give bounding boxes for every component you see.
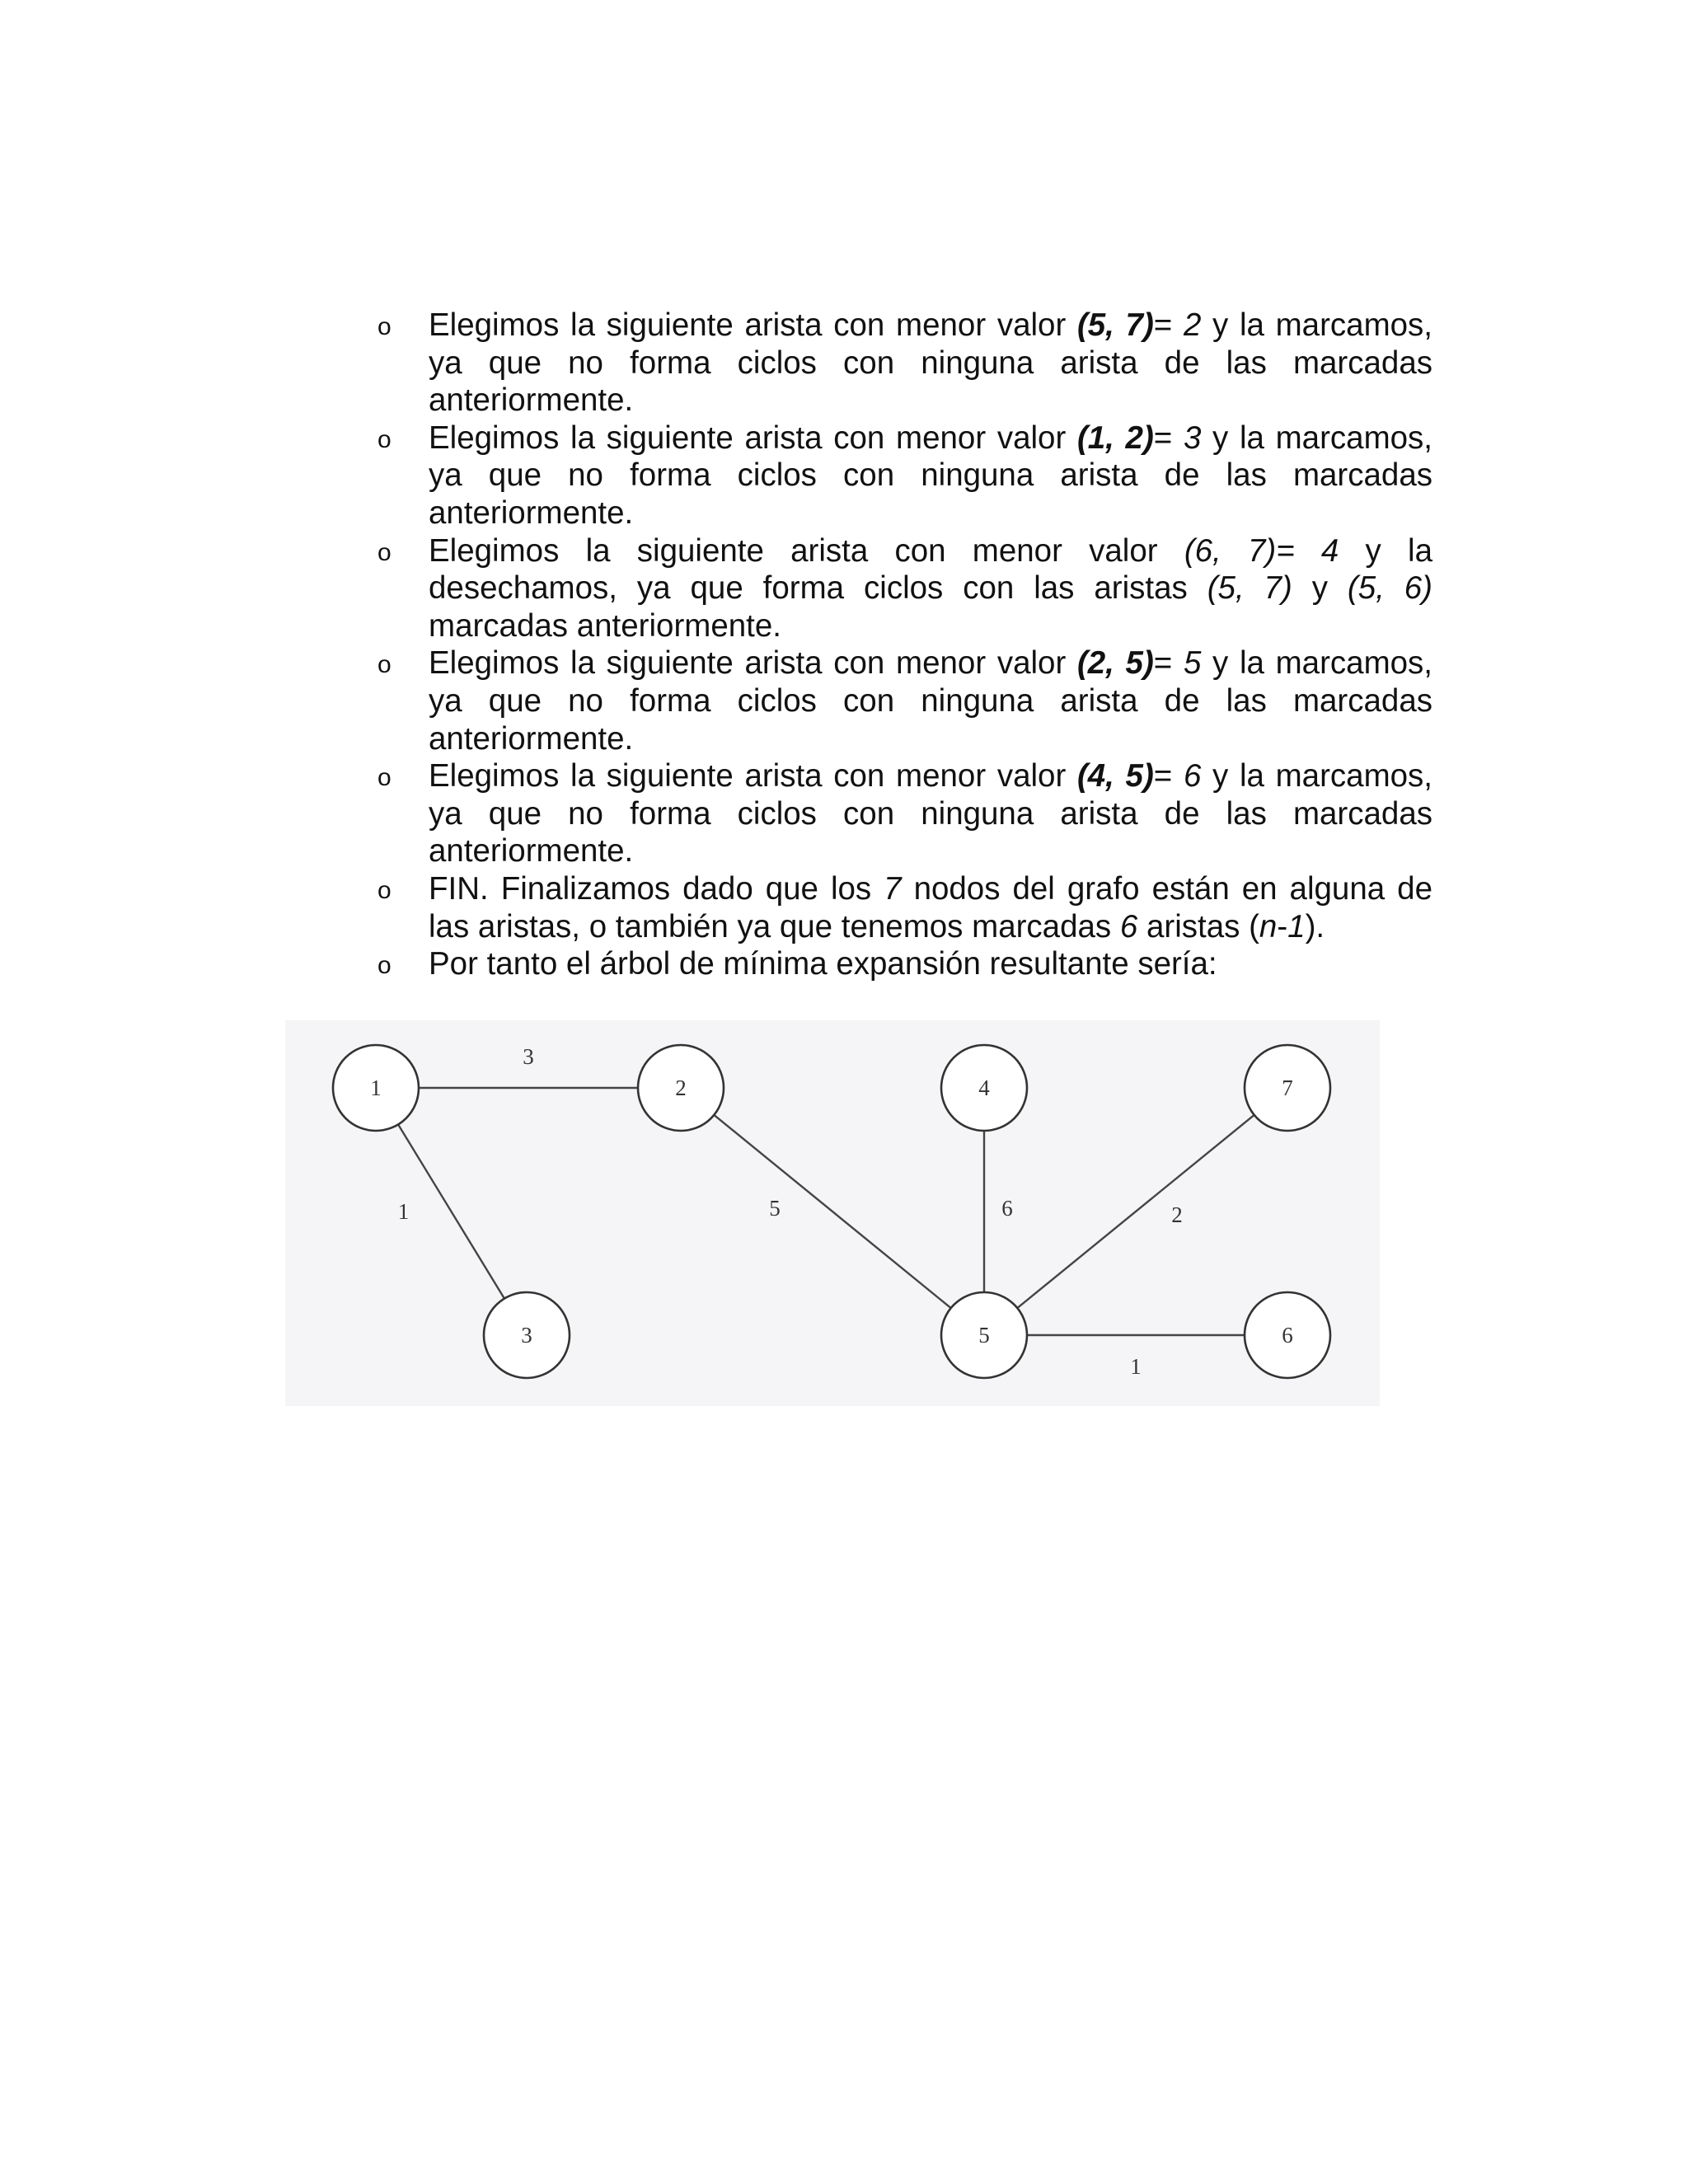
bullet-marker: o: [377, 313, 392, 340]
bullet-item-edge-6-7: [377, 532, 1432, 645]
bullet-list: [377, 307, 1432, 983]
node-label-4: 4: [978, 1076, 990, 1100]
equals: =: [1153, 758, 1184, 794]
bullet-item-edge-2-5: [377, 644, 1432, 757]
bullet-text: Por tanto el árbol de mínima expansión resultante sería:: [429, 946, 1217, 982]
bullet-text-post: y la marcamos, ya que no forma ciclos con ninguna arista de las marcadas anteriormente.: [429, 645, 1433, 757]
formula-n: n: [1259, 908, 1278, 944]
bullet-text-mid: nodos del grafo están en alguna de las aristas, o también ya que tenemos marcadas: [429, 870, 1432, 944]
edge-2-5: [681, 1088, 984, 1335]
edge-5-7: [984, 1088, 1287, 1335]
edge-ref: (4, 5): [1076, 758, 1154, 794]
mst-graph-svg: [285, 1020, 1380, 1406]
bullet-text-pre: Elegimos la siguiente arista con menor valor: [429, 307, 1077, 343]
edge-weight-label-1-2: 3: [523, 1044, 534, 1069]
bullet-marker: o: [377, 952, 392, 980]
bullet-text-pre: Elegimos la siguiente arista con menor valor: [429, 645, 1077, 682]
edge-weight-label-2-5: 5: [769, 1196, 781, 1221]
bullet-text-post: marcadas anteriormente.: [429, 607, 781, 644]
node-label-5: 5: [978, 1323, 990, 1347]
node-label-7: 7: [1282, 1076, 1293, 1100]
edge-weight: 5: [1183, 645, 1202, 682]
formula-minus: -: [1277, 908, 1288, 944]
bullet-text-pre: Elegimos la siguiente arista con menor valor: [429, 532, 1184, 569]
node-count: 7: [884, 870, 902, 907]
bullet-marker: o: [377, 876, 392, 904]
edge-weight: 6: [1183, 758, 1202, 794]
bullet-text-pre: Elegimos la siguiente arista con menor valor: [429, 419, 1077, 456]
formula-one: 1: [1287, 908, 1306, 944]
bullet-marker: o: [377, 651, 392, 679]
edge-weight-label-5-7: 2: [1171, 1202, 1183, 1227]
edge-weight: 2: [1183, 307, 1202, 343]
edge-weight-label-4-5: 6: [1001, 1196, 1013, 1221]
node-label-6: 6: [1282, 1323, 1293, 1347]
edge-weight-label-1-3: 1: [397, 1199, 410, 1224]
bullet-text-post: y la marcamos, ya que no forma ciclos con ninguna arista de las marcadas anteriormente.: [429, 419, 1433, 531]
bullet-text-pre: FIN. Finalizamos dado que los: [429, 870, 884, 907]
node-label-2: 2: [675, 1076, 687, 1100]
bullet-marker: o: [377, 764, 392, 792]
edge-ref-with-weight: (6, 7)= 4: [1184, 532, 1339, 569]
bullet-text-post: ).: [1305, 908, 1325, 944]
node-label-1: 1: [370, 1076, 382, 1100]
edge-ref: (5, 6): [1347, 570, 1432, 607]
edge-ref: (5, 7): [1076, 307, 1154, 343]
bullet-text-mid: y la desechamos, ya que forma ciclos con las aristas: [429, 532, 1432, 607]
edge-ref: (5, 7): [1207, 570, 1292, 607]
node-label-3: 3: [521, 1323, 532, 1347]
bullet-marker: o: [377, 425, 392, 453]
mst-graph-figure: [285, 1020, 1380, 1406]
bullet-text-post: y la marcamos, ya que no forma ciclos con ninguna arista de las marcadas anteriormente.: [429, 307, 1433, 419]
equals: =: [1153, 307, 1184, 343]
bullet-marker: o: [377, 538, 392, 566]
edge-count: 6: [1119, 908, 1138, 944]
bullet-item-edge-4-5: [377, 757, 1432, 870]
edge-ref: (2, 5): [1076, 645, 1154, 682]
bullet-text-pre: Elegimos la siguiente arista con menor valor: [429, 758, 1077, 794]
bullet-text-mid2: aristas (: [1137, 908, 1259, 944]
edge-weight: 3: [1183, 419, 1202, 456]
edge-ref: (1, 2): [1076, 419, 1154, 456]
bullet-text-post: y la marcamos, ya que no forma ciclos con ninguna arista de las marcadas anteriormente.: [429, 758, 1433, 869]
bullet-item-edge-1-2: [377, 419, 1432, 532]
bullet-item-edge-5-7: [377, 307, 1432, 419]
equals: =: [1153, 419, 1184, 456]
edge-weight-label-5-6: 1: [1130, 1354, 1142, 1379]
bullet-item-conclusion: [377, 945, 1432, 983]
bullet-item-fin: [377, 870, 1432, 945]
conjunction: y: [1292, 570, 1348, 607]
equals: =: [1153, 645, 1184, 682]
